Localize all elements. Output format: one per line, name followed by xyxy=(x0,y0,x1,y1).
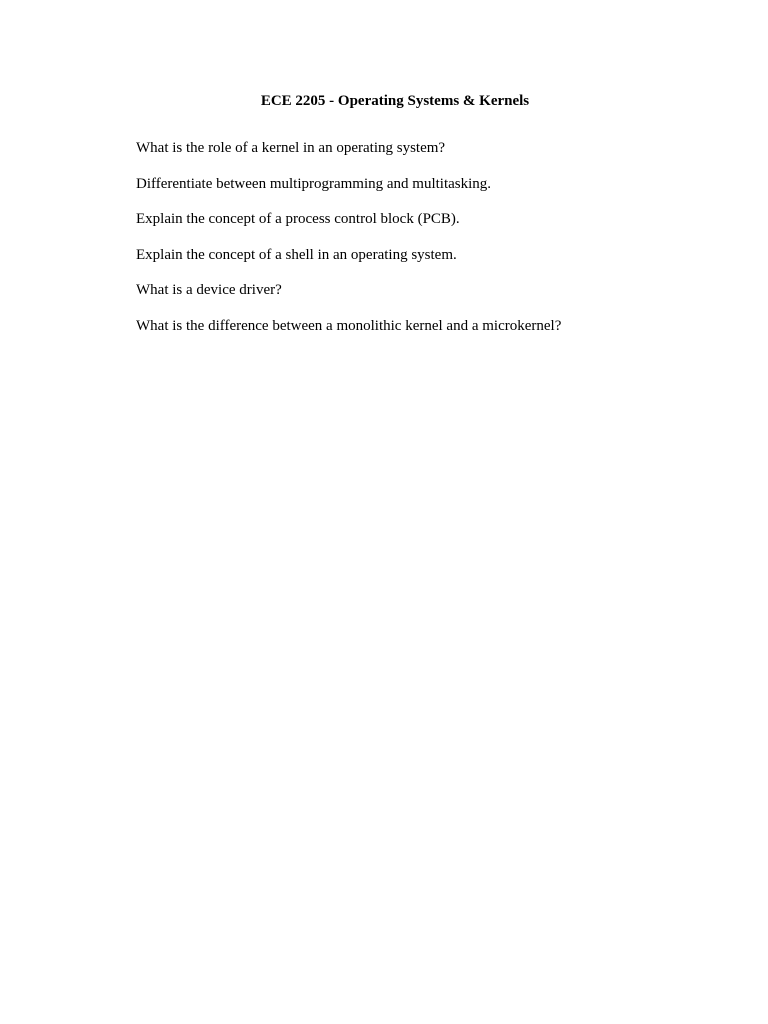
question-item: Explain the concept of a shell in an operating system. xyxy=(136,246,457,263)
question-item: What is the role of a kernel in an operating system? xyxy=(136,140,446,156)
question-list xyxy=(136,139,561,353)
question-item: Differentiate between multiprogramming and multitasking. xyxy=(136,175,492,192)
question-item: What is a device driver? xyxy=(136,282,282,299)
question-item: Explain the concept of a process control block (PCB). xyxy=(136,211,460,228)
page-title: ECE 2205 - Operating Systems & Kernels xyxy=(260,93,530,109)
question-item: What is the difference between a monolithic kernel and a microkernel? xyxy=(136,317,562,334)
